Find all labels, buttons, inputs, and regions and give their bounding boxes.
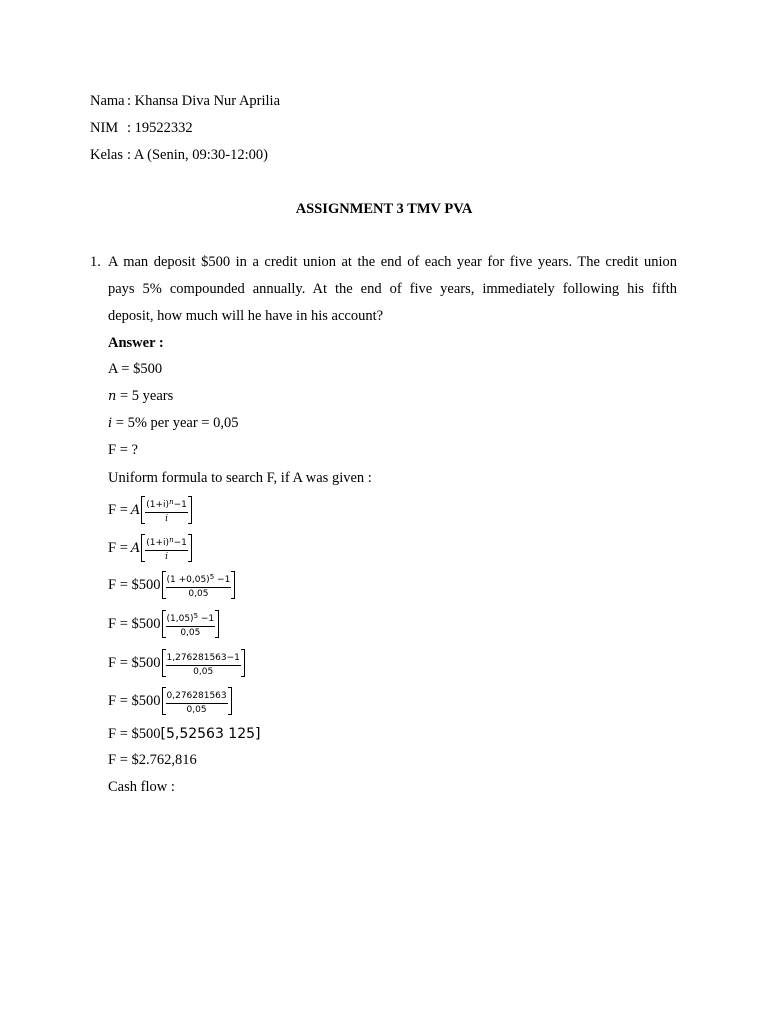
equation-1-den: i (165, 514, 168, 524)
question-line-1: A man deposit $500 in a credit union at the end of each year for five years. The credit union (108, 254, 677, 270)
equation-1-num: (1+i) (146, 500, 170, 510)
equation-5-bracket (161, 648, 246, 678)
question-line-3: deposit, how much will he have in his account? (108, 308, 384, 324)
equation-1-lhs: F = (108, 501, 128, 518)
equation-2-exp: n (169, 536, 174, 544)
nim-value: : 19522332 (127, 120, 193, 136)
equation-2-den: i (165, 552, 168, 562)
equation-1-bracket (140, 495, 193, 525)
kelas-label: Kelas (90, 147, 124, 163)
question-number: 1. (90, 254, 101, 270)
equation-3-num-tail: −1 (214, 575, 231, 585)
var-i: i (108, 416, 113, 431)
given-n (108, 387, 173, 406)
equation-1-num-tail: −1 (173, 500, 187, 510)
equation-5 (108, 648, 246, 678)
equation-5-den: 0,05 (193, 667, 214, 677)
given-n-text: = 5 years (116, 388, 174, 404)
kelas-value: : A (Senin, 09:30-12:00) (127, 147, 268, 163)
equation-1-coef: A (130, 502, 141, 518)
equation-3-bracket (161, 570, 237, 600)
equation-4-den: 0,05 (180, 628, 201, 638)
equation-3-lhs: F = $500 (108, 576, 161, 593)
equation-3-fraction (166, 575, 232, 600)
equation-4-num: (1,05) (166, 614, 194, 624)
given-f: F = ? (108, 442, 138, 458)
equation-4-bracket (161, 609, 221, 639)
given-i-text: = 5% per year = 0,05 (112, 415, 239, 431)
equation-1-exp: n (169, 498, 174, 506)
formula-intro: Uniform formula to search F, if A was given : (108, 470, 372, 486)
nama-label: Nama (90, 93, 125, 109)
equation-2-num: (1+i) (146, 538, 170, 548)
equation-2 (108, 533, 193, 563)
equation-6-fraction (166, 691, 228, 716)
result-line: F = $2.762,816 (108, 752, 197, 768)
equation-5-lhs: F = $500 (108, 654, 161, 671)
equation-2-bracket (140, 533, 193, 563)
given-i (108, 414, 238, 433)
equation-4 (108, 609, 220, 639)
nim-label: NIM (90, 120, 119, 136)
equation-6-lhs: F = $500 (108, 692, 161, 709)
equation-2-lhs: F = (108, 539, 128, 556)
equation-5-fraction (166, 653, 241, 678)
cash-flow-label: Cash flow : (108, 779, 175, 795)
equation-6-bracket (161, 686, 233, 716)
equation-2-fraction (145, 538, 188, 563)
var-n: n (108, 389, 117, 404)
given-a: A = $500 (108, 361, 163, 377)
equation-5-num: 1,276281563−1 (166, 653, 241, 666)
equation-4-num-tail: −1 (198, 614, 215, 624)
equation-3-exp: 5 (209, 573, 215, 581)
equation-3 (108, 570, 236, 600)
equation-2-num-tail: −1 (173, 538, 187, 548)
equation-4-fraction (166, 614, 216, 639)
equation-1-fraction (145, 500, 188, 525)
equation-6-den: 0,05 (186, 705, 207, 715)
equation-7 (108, 724, 261, 744)
equation-3-num: (1 +0,05) (166, 575, 210, 585)
equation-7-lhs: F = $500 (108, 725, 161, 742)
nama-value: : Khansa Diva Nur Aprilia (127, 93, 281, 109)
equation-7-value: [5,52563 125] (160, 726, 261, 742)
equation-1 (108, 495, 193, 525)
equation-4-lhs: F = $500 (108, 615, 161, 632)
equation-6 (108, 686, 233, 716)
equation-2-coef: A (130, 540, 141, 556)
equation-4-exp: 5 (193, 612, 199, 620)
question-line-2: pays 5% compounded annually. At the end of five years, immediately following his fifth (108, 281, 677, 297)
answer-heading: Answer : (108, 335, 164, 351)
document-title: ASSIGNMENT 3 TMV PVA (295, 201, 473, 217)
equation-6-num: 0,276281563 (166, 691, 228, 704)
equation-3-den: 0,05 (188, 589, 209, 599)
